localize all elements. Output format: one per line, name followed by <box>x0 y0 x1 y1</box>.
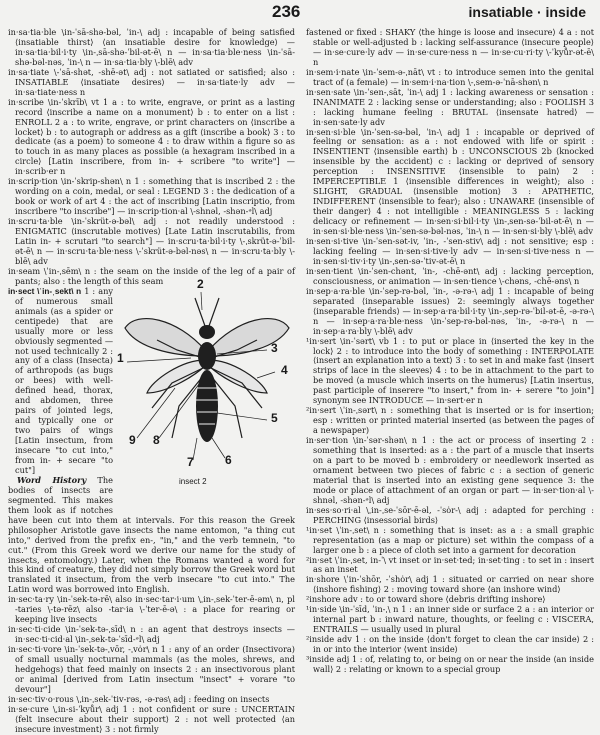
figure-label-7: 7 <box>187 454 194 469</box>
entry-inshore-adv: ²inshore adv : to or toward shore ⟨debris drifting inshore⟩ <box>306 594 546 605</box>
entry-inside-adv: ²inside adv 1 : on the inside ⟨don't forget to clean the car inside⟩ 2 : in or into the interior ⟨went inside⟩ <box>306 634 594 655</box>
entry-inseam: in·seam \ˈin-ˌsēm\ n : the seam on the inside of the leg of a pair of pants; also : the length of this seam <box>8 265 295 286</box>
entry-insecticide: in·sec·ti·cide \in-ˈsek-tə-ˌsīd\ n : an agent that destroys insects — in·sec·ti·cid·al \in-ˌsek-tə-ˈsīd-ᵊl\ adj <box>8 624 295 645</box>
entry-insensitive: in·sen·si·tive \in-ˈsen-sət-iv, ˈin-, -ˈsen-stiv\ adj : not sensitive; esp : lacking feeling — in·sen·si·tive·ly adv — in·sen·si·tive·ness n — in·sen·si·tiv·i·ty \in-ˌsen-sə-ˈtiv-ət-ē\ n <box>306 236 594 266</box>
insect-illustration <box>117 288 295 488</box>
entry-insectary: in·sec·ta·ry \in-ˈsek-tə-rē\ also in·sec·tar·i·um \ˌin-ˌsek-ˈter-ē-əm\ n, pl -taries \-tə-rēz\ also -tar·ia \-ˈter-ē-ə\ : a place for rearing or keeping live insects <box>8 594 295 625</box>
entry-insessorial: in·ses·so·ri·al \ˌin-ˌse-ˈsōr-ē-əl, -ˈsȯr-\ adj : adapted for perching : PERCHING ⟨insessorial birds⟩ <box>306 504 594 525</box>
entry-insensate: in·sen·sate \in-ˈsen-ˌsāt, ˈin-\ adj 1 : lacking awareness or sensation : INANIMATE 2 : lacking sense or understanding; also : FOOLISH 3 : lacking humane feeling : BRUTAL ⟨insensate hatred⟩ — in·sen·sate·ly adv <box>306 86 594 127</box>
entry-insentient: in·sen·tient \in-ˈsen-chənt, ˈin-, -chē-ənt\ adj : lacking perception, consciousness, or animation — in·sen·tience \-chəns, -chē-əns\ n <box>306 265 594 286</box>
entry-insecure-cont: fastened or fixed : SHAKY ⟨the hinge is loose and insecure⟩ 4 a : not stable or well-adjusted b : lacking self-assurance ⟨insecure people⟩ — in·se·cure·ly adv — in·se·cure·ness n — in·se·cu·ri·ty \-ˈkyůr-ət-ē\ n <box>306 27 594 67</box>
entry-inscription: in·scrip·tion \in-ˈskrip-shən\ n 1 : something that is inscribed 2 : the wording on a coin, medal, or seal : LEGEND 3 : the dedication of a book or work of art 4 : the act of inscribing [Latin inscriptio, from inscribere "to inscribe"] — in·scrip·tion·al \-shnəl, -shən-ᵊl\ adj <box>8 176 295 217</box>
left-column <box>8 28 295 735</box>
insect-definition: 1 : any of numerous small animals (as a spider or centipede) that are usually more or less obviously segmented — not used technically 2 : any of a class (Insecta) of arthropods (as bugs or bees) with well-defined head, thorax, and abdomen, three pairs of jointed legs, and typically one or two pairs of wings [Latin insectum, from insecare "to cut into," from in- + secare "to cut"] <box>15 285 114 475</box>
entry-inside-noun: ¹in·side \in-ˈsīd, ˈin-ˌ\ n 1 : an inner side or surface 2 a : an interior or internal part b : inward nature, thoughts, or feeling c : VISCERA, ENTRAILS — usually used in plural <box>306 604 594 635</box>
word-history-text: The bodies of insects are segmented. This makes them look as if notches have been cut into them at intervals. For this reason the Greek philosopher Aristotle gave insects the name entomon, "a thing cut into," derived from the prefix en-, "in," and the verb temnein, "to cut." (From this Greek word we derive our name for the study of insects, entomology.) Later, when the Romans wanted a word for this kind of creature, they did not simply borrow the Greek word but translated it insectum, from the verb insecare "to cut into." The Latin word was borrowed into English. <box>8 474 295 595</box>
insect-figure <box>117 276 295 510</box>
guide-words: insatiable · inside <box>468 4 586 20</box>
entry-insatiate: in·sa·tiate \-ˈsā-shət, -shē-ət\ adj : not satiated or satisfied; also : INSATIABLE ⟨insatiate desires⟩ — in·sa·tiate·ly adv — in·sa·tiate·ness n <box>8 66 295 97</box>
page-number: 236 <box>272 2 301 21</box>
entry-inside-adj: ³inside adj 1 : of, relating to, or being on or near the inside ⟨an inside wall⟩ 2 : relating or known to a special group <box>306 654 594 674</box>
entry-inshore-adj: in·shore \ˈin-ˈshōr, -ˈshȯr\ adj 1 : situated or carried on near shore ⟨inshore fishing⟩ 2 : moving toward shore ⟨an inshore wind⟩ <box>306 574 594 595</box>
word-history-title: Word History <box>17 474 87 485</box>
entry-insectivorous: in·sec·tiv·o·rous \ˌin-ˌsek-ˈtiv-rəs, -ə-rəs\ adj : feeding on insects <box>8 693 270 704</box>
figure-label-3: 3 <box>271 340 278 355</box>
entry-insatiable: in·sa·tia·ble \in-ˈsā-shə-bəl, ˈin-\ adj : incapable of being satisfied ⟨insatiable thirst⟩ ⟨an insatiable desire for knowledge⟩ — in·sa·tia·bil·i·ty \in-ˌsā-shə-ˈbil-ət-ē\ n — in·sa·tia·ble·ness \in-ˈsā-shə-bəl-nəs, ˈin-\ n — in·sa·tia·bly \-blē\ adv <box>8 27 295 67</box>
figure-label-9: 9 <box>129 432 136 447</box>
figure-label-2: 2 <box>197 276 204 291</box>
entry-insensible: in·sen·si·ble \in-ˈsen-sə-bəl, ˈin-\ adj 1 : incapable or deprived of feeling or sensation: as a : not endowed with life or spirit : INSENTIENT ⟨insensible earth⟩ b : UNCONSCIOUS 2b ⟨knocked insensible by the accident⟩ c : lacking or deprived of sensory perception : INSENSITIVE ⟨insensible to pain⟩ 2 : IMPERCEPTIBLE 1 ⟨insensible differences in weight⟩; also : SLIGHT, GRADUAL ⟨insensible motion⟩ 3 : APATHETIC, INDIFFERENT ⟨insensible to fear⟩; also : UNAWARE ⟨insensible of their danger⟩ 4 : not intelligible : MEANINGLESS 5 : lacking delicacy or refinement — in·sen·si·bil·i·ty \in-ˌsen-sə-ˈbil-ət-ē\ n — in·sen·si·ble·ness \in-ˈsen-sə-bəl-nəs, ˈin-\ n — in·sen·si·bly \-blē\ adv <box>306 126 594 237</box>
entry-inscrutable: in·scru·ta·ble \in-ˈskrüt-ə-bəl\ adj : not readily understood : ENIGMATIC ⟨inscrutable motives⟩ [Late Latin inscrutabilis, from Latin in- + scrutari "to search"] — in·scru·ta·bil·i·ty \-ˌskrüt-ə-ˈbil-ət-ē\ n — in·scru·ta·ble·ness \-ˈskrüt-ə-bəl-nəs\ n — in·scru·ta·bly \-blē\ adv <box>8 216 295 266</box>
figure-label-6: 6 <box>225 452 232 467</box>
insect-headword: in·sect \ˈin-ˌsekt\ n <box>8 286 82 296</box>
figure-label-4: 4 <box>281 362 288 377</box>
figure-label-1: 1 <box>117 350 124 365</box>
right-column <box>306 28 594 675</box>
entry-inseparable: in·sep·a·ra·ble \in-ˈsep-rə-bəl, ˈin-, -ə-rə-\ adj 1 : incapable of being separated ⟨inseparable issues⟩ 2: seemingly always together ⟨inseparable friends⟩ — in·sep·a·ra·bil·i·ty \in-ˌsep-rə-ˈbil-ət-ē, -ə-rə-\ n — in·sep·a·ra·ble·ness \in-ˈsep-rə-bəl-nəs, ˈin-, -ə-rə-\ n — in·sep·a·ra·bly \-blē\ adv <box>306 285 594 336</box>
figure-label-8: 8 <box>153 432 160 447</box>
entry-inscribe: in·scribe \in-ˈskrīb\ vt 1 a : to write, engrave, or print as a lasting record ⟨inscribe a name on a monument⟩ b : to enter on a list : ENROLL 2 a : to write, engrave, or print characters on ⟨inscribe a locket⟩ b : to autograph or address as a gift ⟨inscribe a book⟩ 3 : to dedicate (as a poem) to someone 4 : to draw within a figure so as to touch in as many places as possible ⟨a hexagram inscribed in a circle⟩ [Latin inscribere, from in- + scribere "to write"] — in·scrib·er n <box>8 96 295 177</box>
entry-insert-noun: ²in·sert \ˈin-ˌsərt\ n : something that is inserted or is for insertion; esp : written or printed material inserted (as between the pages of a newspaper) <box>306 405 594 436</box>
entry-inset-noun: ¹in·set \ˈin-ˌset\ n : something that is inset: as a : a small graphic representation (as a map or picture) set within the compass of a larger one b : a piece of cloth set into a garment for decoration <box>306 524 594 555</box>
page-header <box>0 2 600 22</box>
entry-insectivore: in·sec·ti·vore \in-ˈsek-tə-ˌvōr, -ˌvȯr\ n 1 : any of an order (Insectivora) of small usually nocturnal mammals (as the moles, shrews, and hedgehogs) that feed mainly on insects 2 : an insectivorous plant or animal [derived from Latin insectum "insect" + vorare "to devour"] <box>8 644 295 694</box>
entry-insert-verb: ¹in·sert \in-ˈsərt\ vb 1 : to put or place in ⟨inserted the key in the lock⟩ 2 : to introduce into the body of something : INTERPOLATE ⟨insert an explanation into a text⟩ 3 : to set in and make fast ⟨insert strips of lace in the sleeves⟩ 4 : to be in attachment to the part to be moved ⟨a muscle which inserts on the humerus⟩ [Latin insertus, past participle of inserere "to insert," from in- + serere "to join"] synonym see INTRODUCE — in·sert·er n <box>306 335 594 406</box>
entry-insecure: in·se·cure \ˌin-si-ˈkyůr\ adj 1 : not confident or sure : UNCERTAIN ⟨felt insecure about their support⟩ 2 : not well protected ⟨an insecure investment⟩ 3 : not firmly <box>8 703 295 734</box>
entry-inset-verb: ²in·set \ˈin-ˌset, in-ˈ\ vt inset or in·set·ted; in·set·ting : to set in : insert as an inset <box>306 554 594 575</box>
figure-label-5: 5 <box>271 410 278 425</box>
figure-caption: insect 2 <box>179 476 207 486</box>
entry-inseminate: in·sem·i·nate \in-ˈsem-ə-ˌnāt\ vt : to introduce semen into the genital tract of (a female) — in·sem·i·na·tion \-ˌsem-ə-ˈnā-shən\ n <box>306 66 594 87</box>
entry-insertion: in·ser·tion \in-ˈsər-shən\ n 1 : the act or process of inserting 2 : something that is inserted: as a : the part of a muscle that inserts on a part to be moved b : embroidery or needlework inserted as ornament between two pieces of fabric c : a section of generic material that is inserted into an existing gene sequence 3: the mode or place of attachment of an organ or part — in·ser·tion·al \-shnəl, -shən-ᵊl\ adj <box>306 435 594 505</box>
